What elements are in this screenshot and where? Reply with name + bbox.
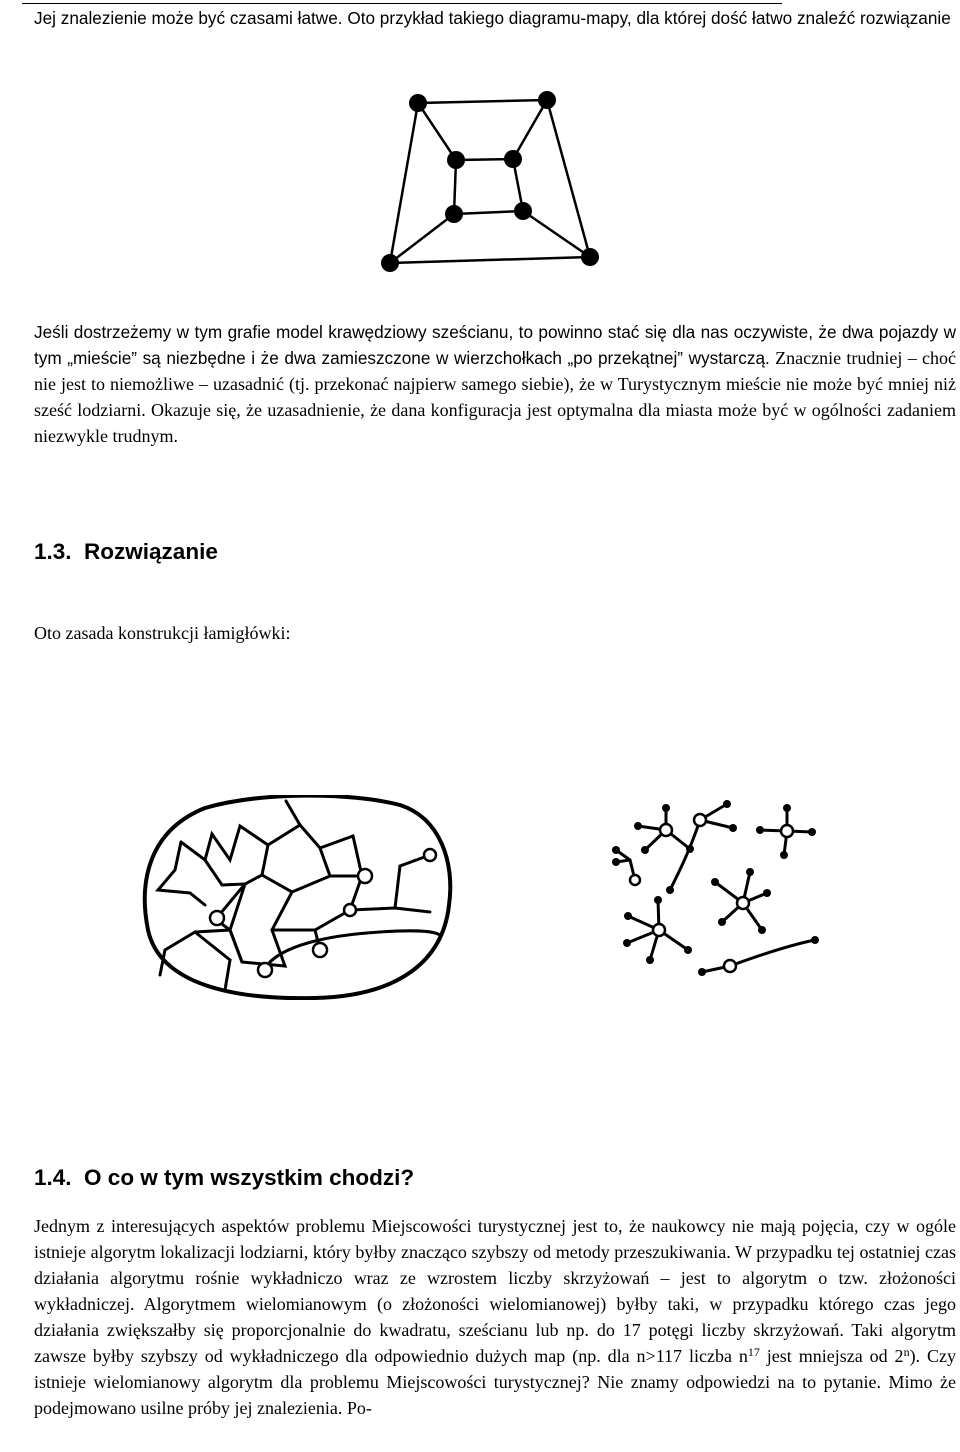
cube-graph-edges bbox=[390, 100, 590, 263]
stars-figure bbox=[600, 795, 840, 980]
complexity-paragraph bbox=[34, 1213, 956, 1421]
intro-paragraph bbox=[34, 5, 956, 31]
section-number: 1.4. bbox=[34, 1165, 72, 1190]
dense-map-figure bbox=[140, 795, 456, 1000]
dense-map-roads bbox=[158, 801, 440, 990]
complexity-text-part-1: Jednym z interesujących aspektów problemu Miejscowości turystycznej jest to, że naukowcy nie mają pojęcia, czy w ogóle istnieje algorytm lokalizacji lodziarni, który byłby znacząco szybszy od metody przeszukiwania. W przypadku tej ostatniej czas działania algorytmu rośnie wykładniczo wraz ze wzrostem liczby skrzyżowań – jest to algorytm o tzw. złożoności wykładniczej. Algorytmem wielomianowym (o złożoności wielomianowej) byłby taki, w przypadku którego czas jego działania zwiększałby się proporcjonalnie do kwadratu, sześcianu lub np. do 17 potęgi liczby skrzyżowań. Taki algorytm zawsze byłby szybszy od wykładniczego dla odpowiednio dużych map (np. dla n>117 liczba n bbox=[34, 1216, 956, 1366]
header-rule bbox=[22, 3, 782, 4]
construction-intro bbox=[34, 620, 956, 646]
construction-intro-text: Oto zasada konstrukcji łamigłówki: bbox=[34, 623, 291, 643]
cube-graph-figure bbox=[370, 85, 610, 280]
cube-paragraph-sentence-2: Znacznie trudniej – choć nie jest to niemożliwe – uzasadnić (tj. przekonać najpierw samego siebie), że w Turystycznym mieście nie może być mniej niż sześć lodziarni. Okazuje się, że uzasadnienie, że dana konfiguracja jest optymalna dla miasta może być w ogólności zadaniem niezwykle trudnym. bbox=[34, 348, 956, 446]
complexity-text-part-3: ). Czy istnieje wielomianowy algorytm dla problemu Miejscowości turystycznej? Nie znamy odpowiedzi na to pytanie. Mimo że podejmowano usilne próby jej znalezienia. Po- bbox=[34, 1346, 956, 1418]
complexity-text-part-2: jest mniejsza od 2 bbox=[759, 1346, 904, 1366]
cube-paragraph bbox=[34, 319, 956, 449]
section-title: Rozwiązanie bbox=[84, 539, 218, 564]
intro-text: Jej znalezienie może być czasami łatwe. Oto przykład takiego diagramu-mapy, dla której dość łatwo znaleźć rozwiązanie bbox=[34, 8, 951, 28]
cube-paragraph-sentence-1: Jeśli dostrzeżemy w tym grafie model krawędziowy sześcianu, to powinno stać się dla nas oczywiste, że dwa pojazdy w tym „mieście” są niezbędne i że dwa zamieszczone w wierzchołkach „po przekątnej” wystarczą. bbox=[34, 322, 956, 368]
section-heading-1-4 bbox=[34, 1165, 414, 1191]
section-number: 1.3. bbox=[34, 539, 72, 564]
section-title: O co w tym wszystkim chodzi? bbox=[84, 1165, 415, 1190]
exponent-n: n bbox=[903, 1345, 910, 1359]
exponent-17: 17 bbox=[747, 1345, 760, 1359]
section-heading-1-3 bbox=[34, 539, 218, 565]
dense-map-nodes bbox=[210, 849, 436, 977]
